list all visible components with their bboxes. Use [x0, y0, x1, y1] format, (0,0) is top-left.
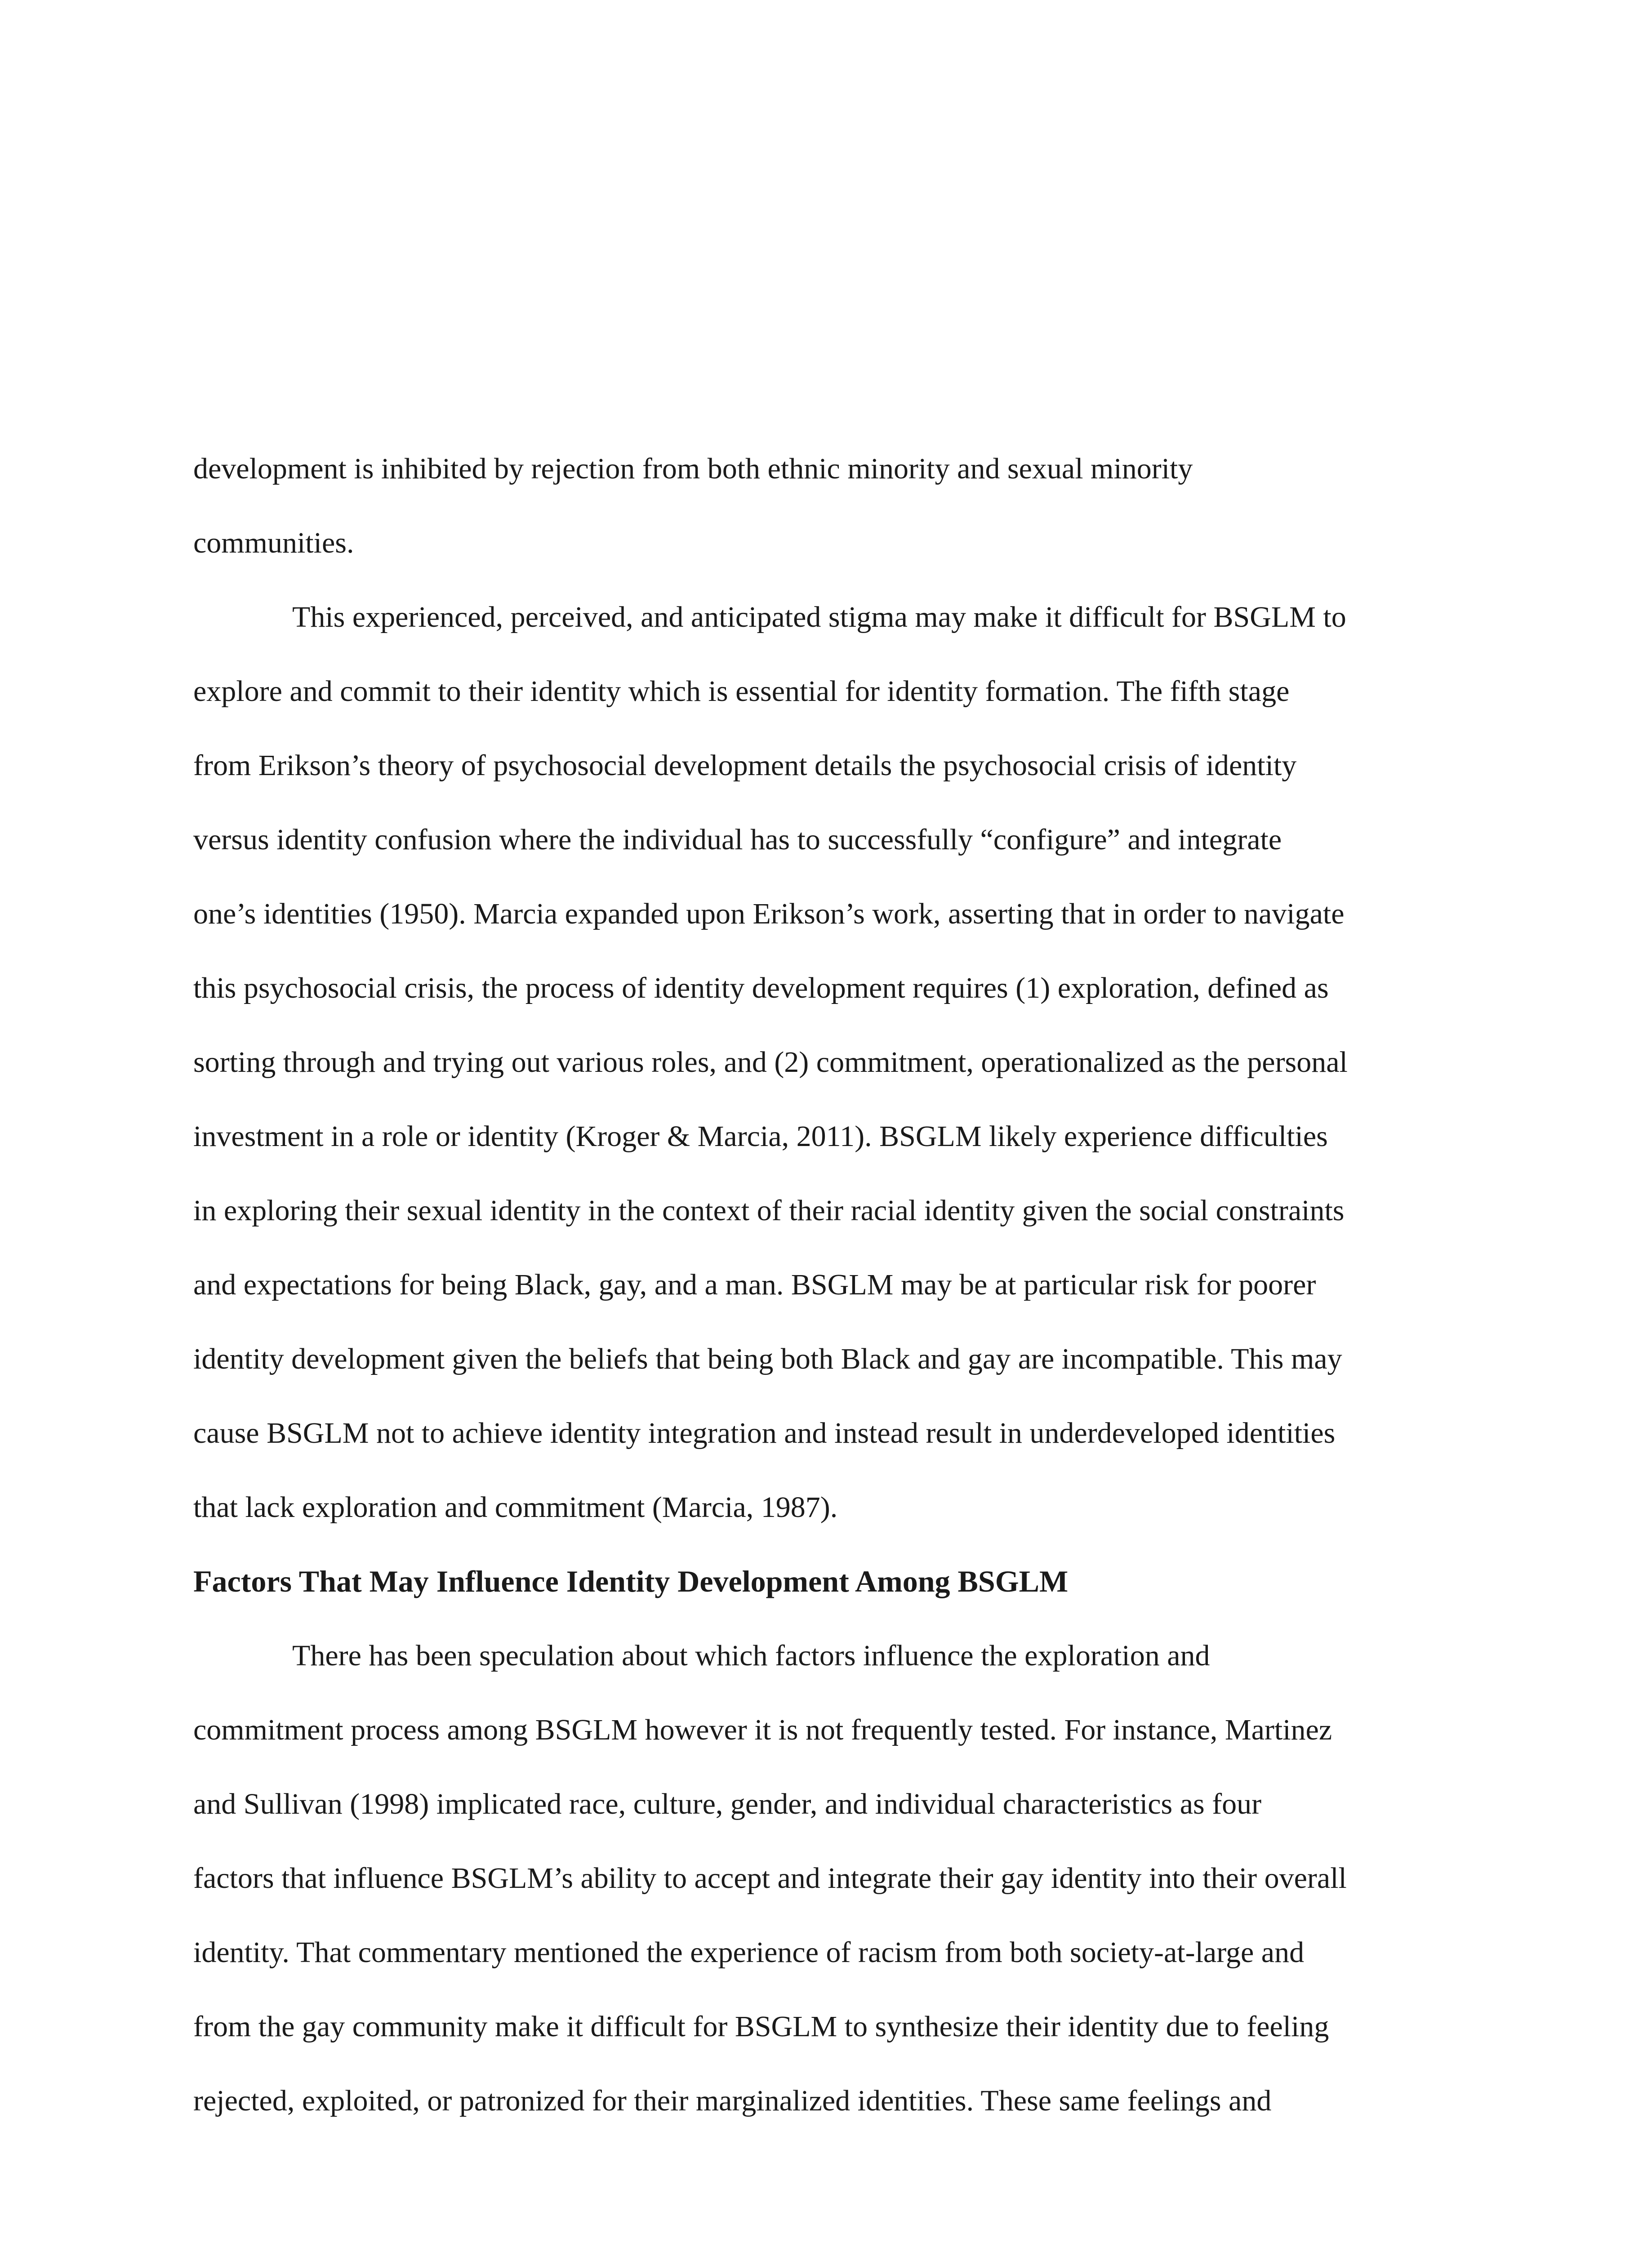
- text-line: this psychosocial crisis, the process of identity development requires (1) exploration, defined as: [193, 972, 1329, 1004]
- text-line: one’s identities (1950). Marcia expanded upon Erikson’s work, asserting that in order to navigate: [193, 897, 1345, 930]
- text-line: sorting through and trying out various roles, and (2) commitment, operationalized as the personal: [193, 1046, 1348, 1079]
- text-line: that lack exploration and commitment (Marcia, 1987).: [193, 1491, 838, 1524]
- text-line: commitment process among BSGLM however it is not frequently tested. For instance, Martinez: [193, 1713, 1332, 1746]
- text-line: rejected, exploited, or patronized for their marginalized identities. These same feelings and: [193, 2084, 1272, 2117]
- text-line: and expectations for being Black, gay, and a man. BSGLM may be at particular risk for poorer: [193, 1268, 1316, 1301]
- section-heading: Factors That May Influence Identity Development Among BSGLM: [193, 1564, 1069, 1598]
- text-line: in exploring their sexual identity in the context of their racial identity given the social constraints: [193, 1194, 1345, 1227]
- text-line: and Sullivan (1998) implicated race, culture, gender, and individual characteristics as four: [193, 1788, 1262, 1820]
- text-line: development is inhibited by rejection from both ethnic minority and sexual minority: [193, 452, 1193, 485]
- text-line: factors that influence BSGLM’s ability to accept and integrate their gay identity into their overall: [193, 1862, 1347, 1895]
- text-line: versus identity confusion where the individual has to successfully “configure” and integrate: [193, 823, 1282, 856]
- text-line: investment in a role or identity (Kroger & Marcia, 2011). BSGLM likely experience difficulties: [193, 1120, 1328, 1153]
- text-line: communities.: [193, 526, 354, 559]
- text-line: cause BSGLM not to achieve identity integration and instead result in underdeveloped identities: [193, 1417, 1336, 1450]
- text-line: from Erikson’s theory of psychosocial development details the psychosocial crisis of identity: [193, 749, 1297, 782]
- text-line: explore and commit to their identity which is essential for identity formation. The fifth stage: [193, 675, 1290, 708]
- paragraph-start-line: There has been speculation about which factors influence the exploration and: [292, 1639, 1210, 1672]
- text-line: identity. That commentary mentioned the experience of racism from both society-at-large and: [193, 1936, 1305, 1969]
- paragraph-start-line: This experienced, perceived, and anticipated stigma may make it difficult for BSGLM to: [292, 601, 1346, 633]
- text-line: from the gay community make it difficult for BSGLM to synthesize their identity due to feeling: [193, 2010, 1329, 2043]
- text-line: identity development given the beliefs that being both Black and gay are incompatible. This may: [193, 1343, 1342, 1375]
- body-text: [193, 432, 1465, 2138]
